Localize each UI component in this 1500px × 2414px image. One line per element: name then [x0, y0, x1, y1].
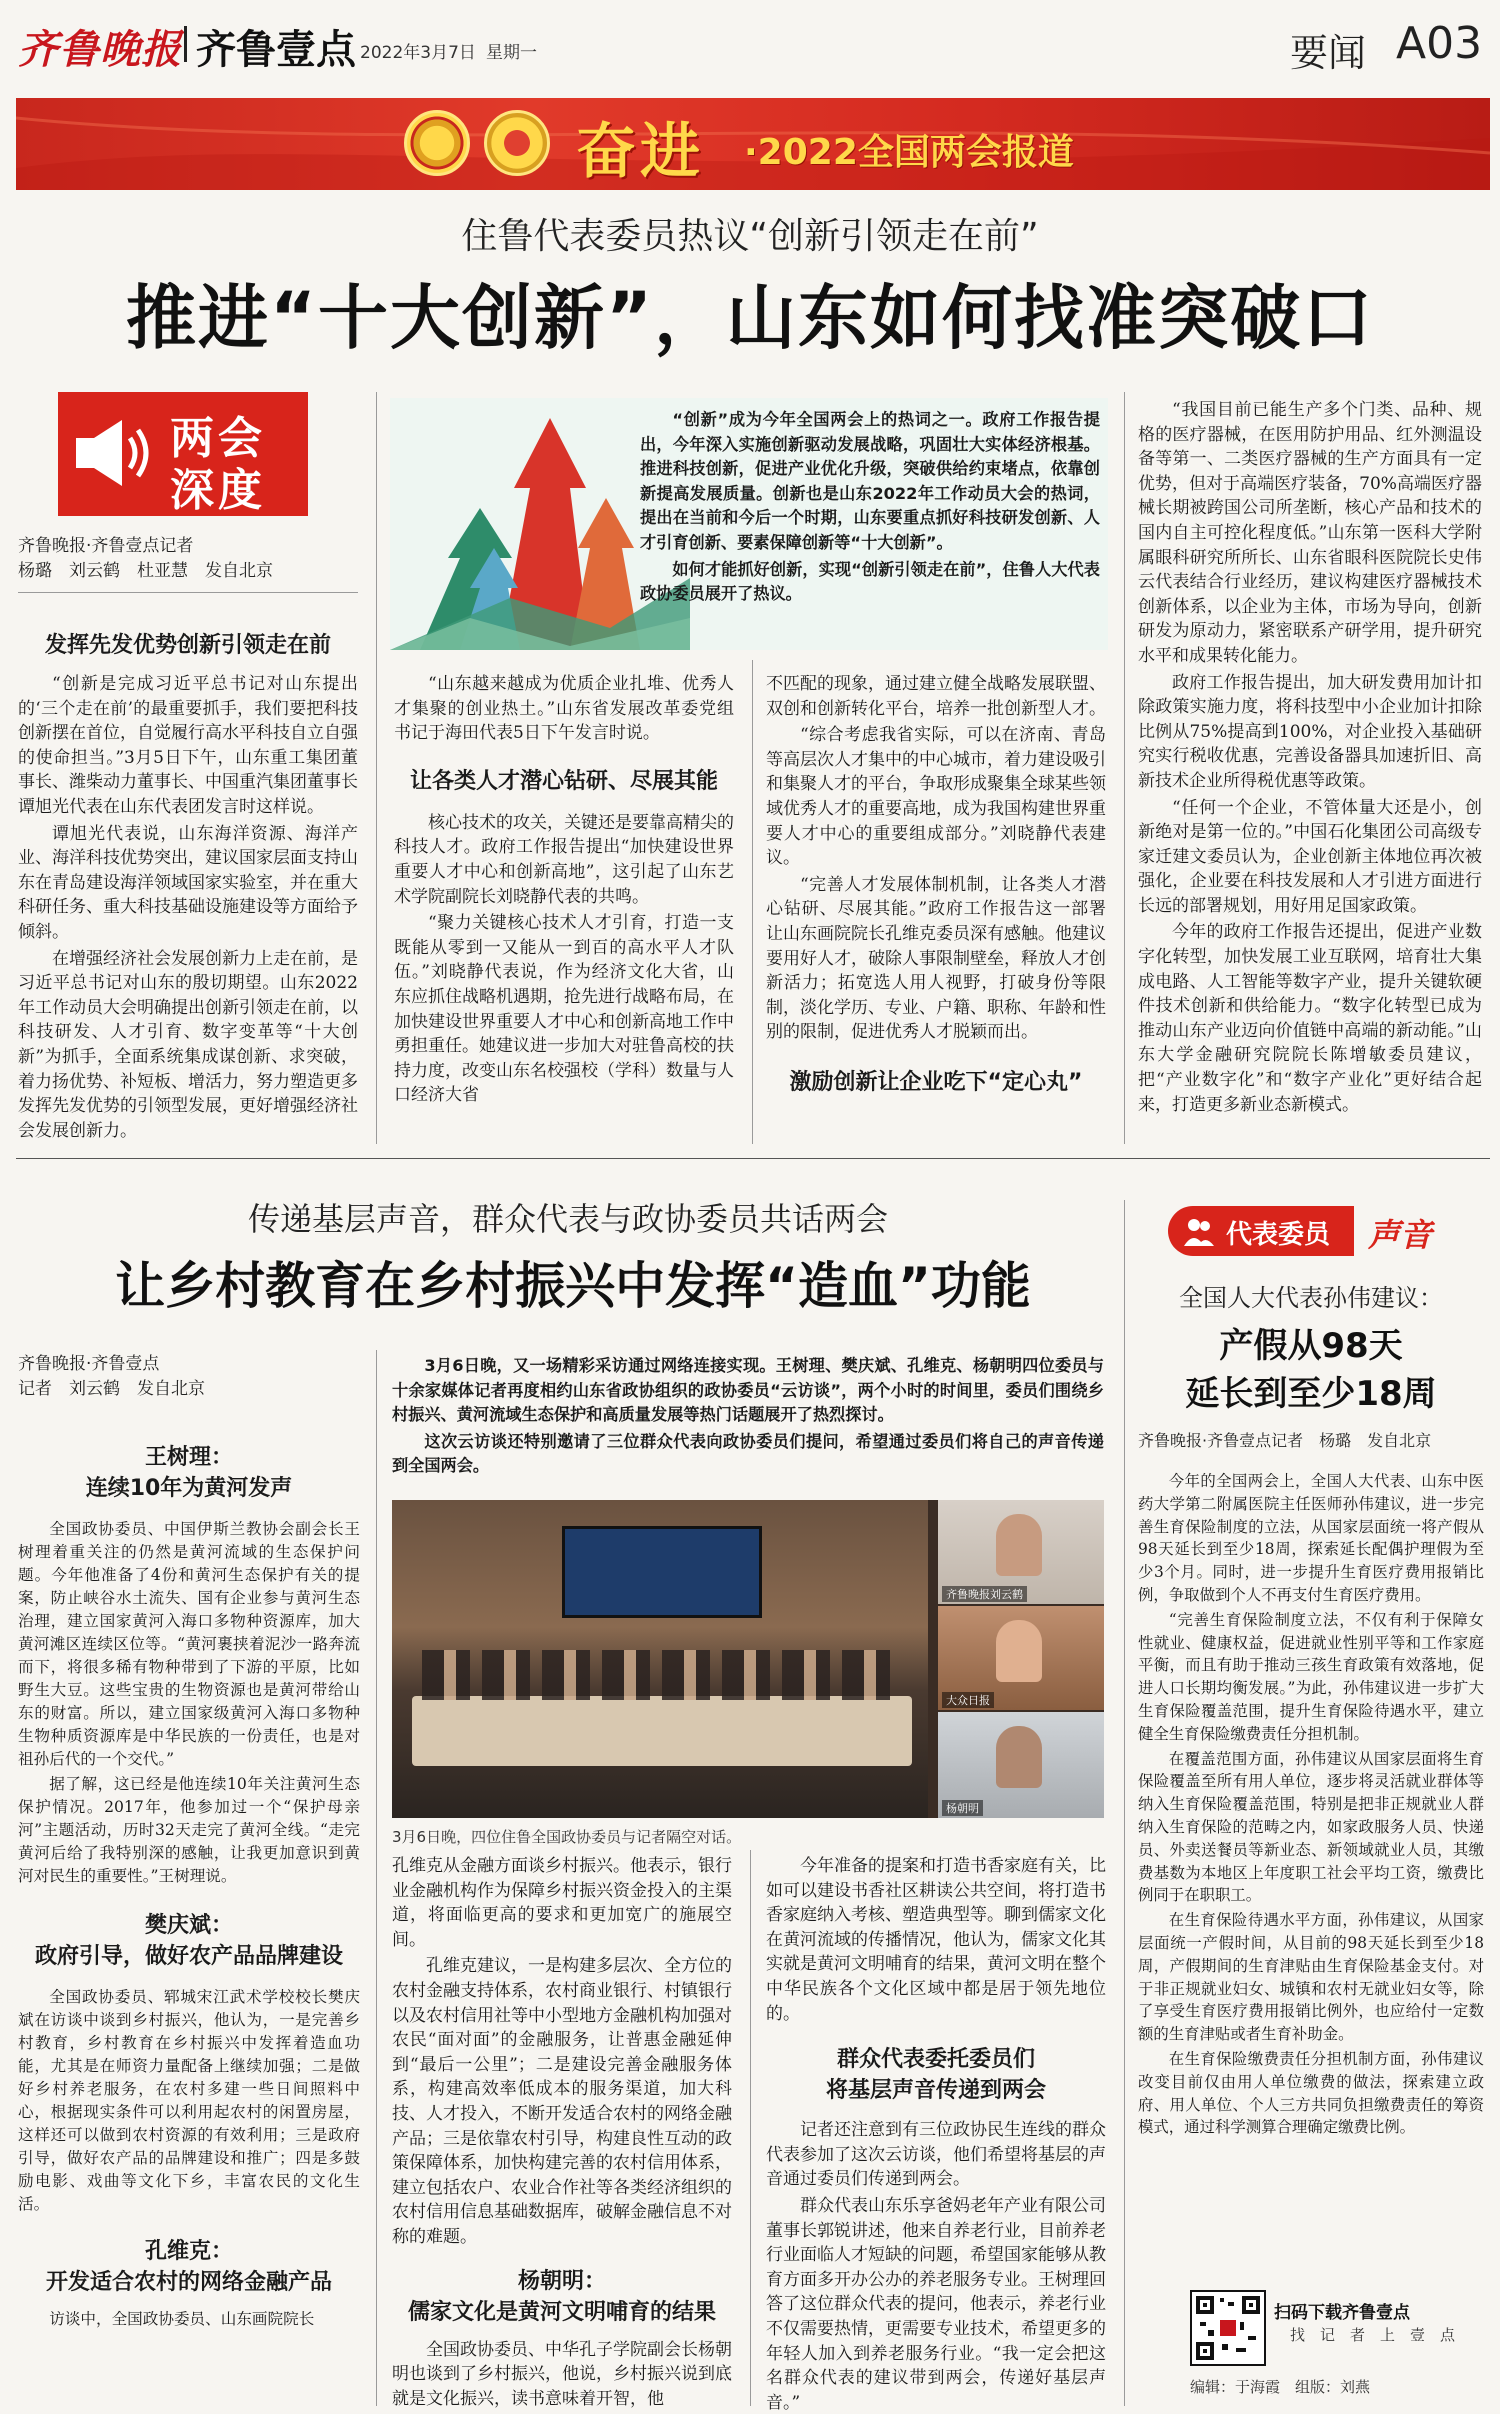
issue-weekday: 星期一 [486, 43, 537, 63]
video-conference-photo [392, 1500, 1104, 1818]
article3-headline-1: 产假从98天 [1219, 1326, 1403, 1366]
body-paragraph: “任何一个企业，不管体量大还是小，创新绝对是第一位的。”中国石化集团公司高级专家迁建文委员认为，企业创新主体地位再次被强化，企业要在科技发展和人才引进方面进行长远的部署规划，用好用足国家政策。 [1138, 797, 1482, 916]
qr-sub-2: 上 壹 点 [1380, 2326, 1456, 2344]
banner-title: 奋进 [576, 117, 704, 187]
article2-lede [392, 1354, 1104, 1481]
column-rule [376, 1350, 377, 2406]
tag-label: 代表委员 [1226, 1220, 1331, 1250]
person-name: 杨朝明： [517, 2268, 606, 2294]
article1-col3 [766, 672, 1106, 1096]
page-number: A03 [1396, 18, 1483, 69]
body-paragraph: 据了解，这已经是他连续10年关注黄河生态保护情况。2017年，他参加过一个“保护母亲河”主题活动，历时32天走完了黄河全线。“走完黄河后给了我特别深的感触，让我更加意识到黄河对民生的重要性。”王树理说。 [18, 1775, 360, 1885]
person-avatar [996, 1620, 1042, 1682]
video-tile-2 [938, 1606, 1104, 1710]
tag-script: 声音 [1368, 1216, 1433, 1254]
body-paragraph: 群众代表山东乐享爸妈老年产业有限公司董事长郭锐讲述，他来自养老行业，目前养老行业面临人才短缺的问题，希望国家能够从教育方面多开办公办的养老服务专业。王树理回答了这位群众代表的提问，他表示，养老行业不仅需要热情，更需要专业技术，希望更多的年轻人加入到养老服务行业。“我一定会把这名群众代表的建议带到两会，传递好基层声音。” [766, 2195, 1106, 2413]
column-rule [750, 1850, 751, 2406]
person-name: 孔维克： [144, 2239, 233, 2264]
column-rule [1124, 1200, 1125, 2406]
video-tile-label: 齐鲁晚报刘云鹤 [942, 1586, 1027, 1602]
conference-table [412, 1696, 912, 1766]
article3-headline-2: 延长到至少18周 [1185, 1374, 1437, 1414]
logo-divider [184, 26, 187, 62]
article2-col2 [392, 1854, 732, 2413]
body-paragraph: 全国政协委员、中华孔子学院副会长杨朝明也谈到了乡村振兴，他说，乡村振兴说到底就是文化振兴，读书意味着开智，他 [392, 2339, 732, 2409]
body-paragraph: “山东越来越成为优质企业扎堆、优秀人才集聚的创业热土。”山东省发展改革委党组书记于海田代表5日下午发言时说。 [394, 674, 734, 744]
qr-label: 扫码下载齐鲁壹点 [1274, 2303, 1410, 2323]
person-topic: 政府引导，做好农产品品牌建设 [34, 1944, 343, 1969]
national-emblem-icon [404, 110, 470, 176]
section-title: 群众代表委托委员们 [836, 2047, 1035, 2073]
lede-paragraph: “创新”成为今年全国两会上的热词之一。政府工作报告提出，今年深入实施创新驱动发展战略，巩固壮大实体经济根基。推进科技创新，促进产业优化升级，突破供给约束堵点，依靠创新提高发展质量。创新也是山东2022年工作动员大会的热词，提出在当前和今后一个时期，山东要重点抓好科技研发创新、人才引育创新、要素保障创新等“十大创新”。 [640, 410, 1100, 552]
video-tile-1 [938, 1500, 1104, 1604]
banner-subtitle: ·2022全国两会报道 [744, 132, 1074, 173]
body-paragraph: “我国目前已能生产多个门类、品种、规格的医疗器械，在医用防护用品、红外测温设备等第一、二类医疗器械的生产方面具有一定优势，但对于高端医疗装备，70%高端医疗器械长期被跨国公司所垄断，核心产品和技术的国内自主可控化程度低。”山东第一医科大学附属眼科研究所所长、山东省眼科医院院长史伟云代表结合行业经历，建议构建医疗器械技术创新体系，以企业为主体，市场为导向，创新研发为原动力，紧密联系产研学用，提升研究水平和成果转化能力。 [1138, 400, 1482, 666]
section-title: 将基层声音传递到两会 [825, 2078, 1046, 2104]
column-rule [752, 660, 753, 1144]
lede-paragraph: 3月6日晚，又一场精彩采访通过网络连接实现。王树理、樊庆斌、孔维克、杨朝明四位委员与十余家媒体记者再度相约山东省政协组织的政协委员“云访谈”，两个小时的时间里，委员们围绕乡村振兴、黄河流域生态保护和高质量发展等热门话题展开了热烈探讨。 [392, 1356, 1104, 1425]
article2-kicker: 传递基层声音，群众代表与政协委员共话两会 [247, 1200, 888, 1238]
section-title: 让各类人才潜心钻研、尽展其能 [409, 768, 718, 794]
participants-row [422, 1650, 902, 1700]
body-paragraph: 在生育保险缴费责任分担机制方面，孙伟建议改变目前仅由用人单位缴费的做法，探索建立政府、用人单位、个人三方共同负担缴费责任的筹资模式，通过科学测算合理确定缴费比例。 [1138, 2049, 1484, 2137]
article2-byline-1: 齐鲁晚报·齐鲁壹点 [18, 1354, 160, 1374]
body-paragraph: “综合考虑我省实际，可以在济南、青岛等高层次人才集中的中心城市，着力建设吸引和集聚人才的平台，争取形成聚集全球某些领域优秀人才的重要高地，成为我国构建世界重要人才中心的重要组成部分。”刘晓静代表建议。 [766, 725, 1106, 869]
body-paragraph: 政府工作报告提出，加大研发费用加计扣除政策实施力度，将科技型中小企业加计扣除比例从75%提高到100%，对企业投入基础研究实行税收优惠，完善设备器具加速折旧、高新技术企业所得税优惠等政策。 [1138, 672, 1482, 791]
article3-kicker: 全国人大代表孙伟建议： [1179, 1284, 1443, 1312]
person-topic: 连续10年为黄河发声 [85, 1476, 293, 1501]
section-title: 发挥先发优势创新引领走在前 [44, 633, 331, 658]
lede-panel [390, 398, 1108, 650]
column-rule [376, 392, 377, 1144]
article2-col1 [18, 1440, 360, 2333]
person-avatar [996, 1726, 1042, 1788]
screen-display [562, 1526, 762, 1618]
article1-col1 [18, 672, 358, 1145]
body-paragraph: 今年的全国两会上，全国人大代表、山东中医药大学第二附属医院主任医师孙伟建议，进一步完善生育保险制度的立法，从国家层面统一将产假从98天延长到至少18周，探索延长配偶护理假为至少3个月。同时，进一步提升生育医疗费用报销比例，争取做到个人不再支付生育医疗费用。 [1138, 1472, 1484, 1604]
person-topic: 开发适合农村的网络金融产品 [45, 2270, 332, 2295]
body-paragraph: 记者还注意到有三位政协民生连线的群众代表参加了这次云访谈，他们希望将基层的声音通过委员们传递到两会。 [766, 2120, 1106, 2190]
body-paragraph: “完善生育保险制度立法，不仅有利于保障女性就业、健康权益，促进就业性别平等和工作家庭平衡，而且有助于推动三孩生育政策有效落地，促进人口长期均衡发展。”为此，孙伟建议进一步扩大生育保险覆盖范围，提升生育保险待遇水平，建立健全生育保险缴费责任分担机制。 [1138, 1610, 1484, 1743]
article2-col3 [766, 1854, 1106, 2414]
article3-byline: 齐鲁晚报·齐鲁壹点记者 杨璐 发自北京 [1138, 1431, 1432, 1450]
body-paragraph: 不匹配的现象，通过建立健全战略发展联盟、双创和创新转化平台，培养一批创新型人才。 [766, 674, 1106, 719]
qr-code[interactable] [1190, 2290, 1266, 2366]
person-name: 王树理： [144, 1445, 233, 1470]
body-paragraph: 孔维克从金融方面谈乡村振兴。他表示，银行业金融机构作为保障乡村振兴资金投入的主渠道，将面临更高的要求和更加宽广的施展空间。 [392, 1856, 732, 1950]
article3-body [1138, 1470, 1484, 2141]
loudspeaker-icon [70, 410, 156, 496]
delegates-voice-tag [1168, 1206, 1458, 1256]
body-paragraph: “完善人才发展体制机制，让各类人才潜心钻研、尽展其能。”政府工作报告这一部署让山东画院院长孔维克委员深有感触。他建议要用好人才，破除人事限制壁垒，释放人才创新活力；拓宽选人用人视野，打破身份等限制，淡化学历、专业、户籍、职称、年龄和性别的限制，促进优秀人才脱颖而出。 [766, 874, 1106, 1043]
masthead [0, 0, 1500, 82]
body-paragraph: 全国政协委员、郓城宋江武术学校校长樊庆斌在访谈中谈到乡村振兴，他认为，一是完善乡村教育，乡村教育在乡村振兴中发挥着造血功能，尤其是在师资力量配备上继续加强；二是做好乡村养老服务，在农村多建一些日间照料中心，根据现实条件可以利用起农村的闲置房屋，这样还可以做到农村资源的有效利用；三是政府引导，做好农产品的品牌建设和推广；四是多鼓励电影、戏曲等文化下乡，丰富农民的文化生活。 [18, 1988, 360, 2213]
body-paragraph: 在增强经济社会发展创新力上走在前，是习近平总书记对山东的殷切期望。山东2022年工作动员大会明确提出创新引领走在前，以科技研发、人才引育、数字变革等“十大创新”为抓手，全面系统集成谋创新、求突破，着力扬优势、补短板、增活力，努力塑造更多发挥先发优势的引领型发展，更好增强经济社会发展创新力。 [18, 948, 358, 1141]
video-tile-label: 大众日报 [942, 1692, 994, 1708]
qr-sub-1: 找 记 者 [1290, 2326, 1366, 2344]
article1-col4 [1138, 398, 1482, 1119]
video-tile-label: 杨朝明 [942, 1800, 983, 1816]
body-paragraph: “聚力关键核心技术人才引育，打造一支既能从零到一又能从一到百的高水平人才队伍。”刘晓静代表说，作为经济文化大省，山东应抓住战略机遇期，抢先进行战略布局，在加快建设世界重要人才中心和创新高地工作中勇担重任。她建议进一步加大对驻鲁高校的扶持力度，改变山东名校强校（学科）数量与人口经济大省 [394, 913, 734, 1106]
article1-kicker: 住鲁代表委员热议“创新引领走在前” [461, 216, 1039, 257]
badge-line-1: 两会 [170, 413, 266, 464]
section-title: 激励创新让企业吃下“定心丸” [789, 1069, 1083, 1095]
body-paragraph: 今年的政府工作报告还提出，促进产业数字化转型，加快发展工业互联网，培育壮大集成电路、人工智能等数字产业，提升关键软硬件技术创新和供给能力。“数字化转型已成为推动山东产业迈向价值链中高端的新动能。”山东大学金融研究院院长陈增敏委员建议，把“产业数字化”和“数字产业化”更好结合起来，打造更多新业态新模式。 [1138, 922, 1482, 1115]
person-topic: 儒家文化是黄河文明哺育的结果 [407, 2299, 716, 2325]
people-icon [1182, 1214, 1216, 1248]
body-paragraph: “创新是完成习近平总书记对山东提出的‘三个走在前’的最重要抓手，我们要把科技创新摆在首位，自觉履行高水平科技自立自强的使命担当。”3月5日下午，山东重工集团董事长、潍柴动力董事长、中国重汽集团董事长谭旭光代表在山东代表团发言时这样说。 [18, 674, 358, 817]
article1-headline: 推进“十大创新”，山东如何找准突破口 [125, 277, 1374, 359]
badge-line-2: 深度 [170, 465, 266, 516]
section-divider [16, 1158, 1490, 1159]
article1-byline-1: 齐鲁晚报·齐鲁壹点记者 [18, 536, 194, 556]
article2-byline-2: 记者 刘云鹤 发自北京 [18, 1379, 205, 1399]
topic-banner [16, 98, 1490, 190]
paper-logo: 齐鲁晚报 [18, 27, 182, 73]
lede-text [640, 408, 1100, 609]
body-paragraph: 核心技术的攻关，关键还是要靠高精尖的科技人才。政府工作报告提出“加快建设世界重要人才中心和创新高地”，这引起了山东艺术学院副院长刘晓静代表的共鸣。 [394, 812, 734, 907]
article1-col2 [394, 672, 734, 1110]
article1-byline-2: 杨璐 刘云鹤 杜亚慧 发自北京 [18, 561, 273, 581]
person-avatar [996, 1514, 1042, 1576]
two-sessions-badge [58, 392, 308, 516]
body-paragraph: 在生育保险待遇水平方面，孙伟建议，从国家层面统一产假时间，从目前的98天延长到至少18周，产假期间的生育津贴由生育保险基金支付。对于非正规就业妇女、城镇和农村无就业妇女等，除了享受生育医疗费用报销比例外，也应给付一定数额的生育津贴或者生育补助金。 [1138, 1911, 1484, 2044]
lede-paragraph: 如何才能抓好创新，实现“创新引领走在前”，住鲁人大代表政协委员展开了热议。 [640, 559, 1100, 604]
divider [18, 592, 358, 593]
lede-paragraph: 这次云访谈还特别邀请了三位群众代表向政协委员们提问，希望通过委员们将自己的声音传递到全国两会。 [392, 1431, 1104, 1476]
body-paragraph: 全国政协委员、中国伊斯兰教协会副会长王树理着重关注的仍然是黄河流域的生态保护问题。今年他准备了4份和黄河生态保护有关的提案，防止峡谷水土流失、国有企业参与黄河生态治理，建立国家黄河入海口多物种资源库，加大黄河滩区连续区位等。“黄河裹挟着泥沙一路奔流而下，将很多稀有物种带到了下游的平原，比如野生大豆。这些宝贵的生物资源也是黄河带给山东的财富。所以，建立国家级黄河入海口多物种生物种质资源库是中华民族的一份责任，也是对祖孙后代的一个交代。” [18, 1520, 360, 1768]
cppcc-emblem-icon [484, 110, 550, 176]
body-paragraph: 孔维克建议，一是构建多层次、全方位的农村金融支持体系，农村商业银行、村镇银行以及农村信用社等中小型地方金融机构加强对农民“面对面”的金融服务，让普惠金融延伸到“最后一公里”；二是建设完善金融服务体系，构建高效率低成本的服务渠道，加大科技、人才投入，不断开发适合农村的网络金融产品；三是依靠农村引导，构建良性互动的政策保障体系，加快构建完善的农村信用体系，建立包括农户、农业合作社等各类经济组织的农村信用信息基础数据库，破解金融信息不对称的难题。 [392, 1956, 732, 2247]
body-paragraph: 谭旭光代表说，山东海洋资源、海洋产业、海洋科技优势突出，建议国家层面支持山东在青岛建设海洋领域国家实验室，并在重大科研任务、重大科技基础设施建设等方面给予倾斜。 [18, 823, 358, 942]
video-tile-3 [938, 1712, 1104, 1818]
section-name: 要闻 [1290, 31, 1367, 75]
body-paragraph: 访谈中，全国政协委员、山东画院院长 [49, 2310, 315, 2328]
column-rule [1124, 392, 1125, 1144]
person-name: 樊庆斌： [144, 1913, 233, 1938]
editor-credit: 编辑：于海霞 组版：刘燕 [1190, 2378, 1371, 2396]
body-paragraph: 今年准备的提案和打造书香家庭有关，比如可以建设书香社区耕读公共空间，将打造书香家庭纳入考核、塑造典型等。聊到儒家文化在黄河流域的传播情况，他认为，儒家文化其实就是黄河文明哺育的结果，黄河文明在整个中华民族各个文化区域中都是居于领先地位的。 [766, 1856, 1106, 2024]
article2-headline: 让乡村教育在乡村振兴中发挥“造血”功能 [115, 1257, 1031, 1315]
body-paragraph: 在覆盖范围方面，孙伟建议从国家层面将生育保险覆盖至所有用人单位，逐步将灵活就业群体等纳入生育保险覆盖范围，特别是把非正规就业人群纳入生育保险的范畴之内，如家政服务人员、快递员、外卖送餐员等新业态、新领域就业人员，其缴费基数为本地区上年度职工社会平均工资，缴费比例同于在职职工。 [1138, 1749, 1484, 1905]
issue-date: 2022年3月7日 [360, 43, 476, 63]
app-logo: 齐鲁壹点 [196, 27, 356, 73]
photo-caption: 3月6日晚，四位住鲁全国政协委员与记者隔空对话。 [392, 1828, 742, 1846]
